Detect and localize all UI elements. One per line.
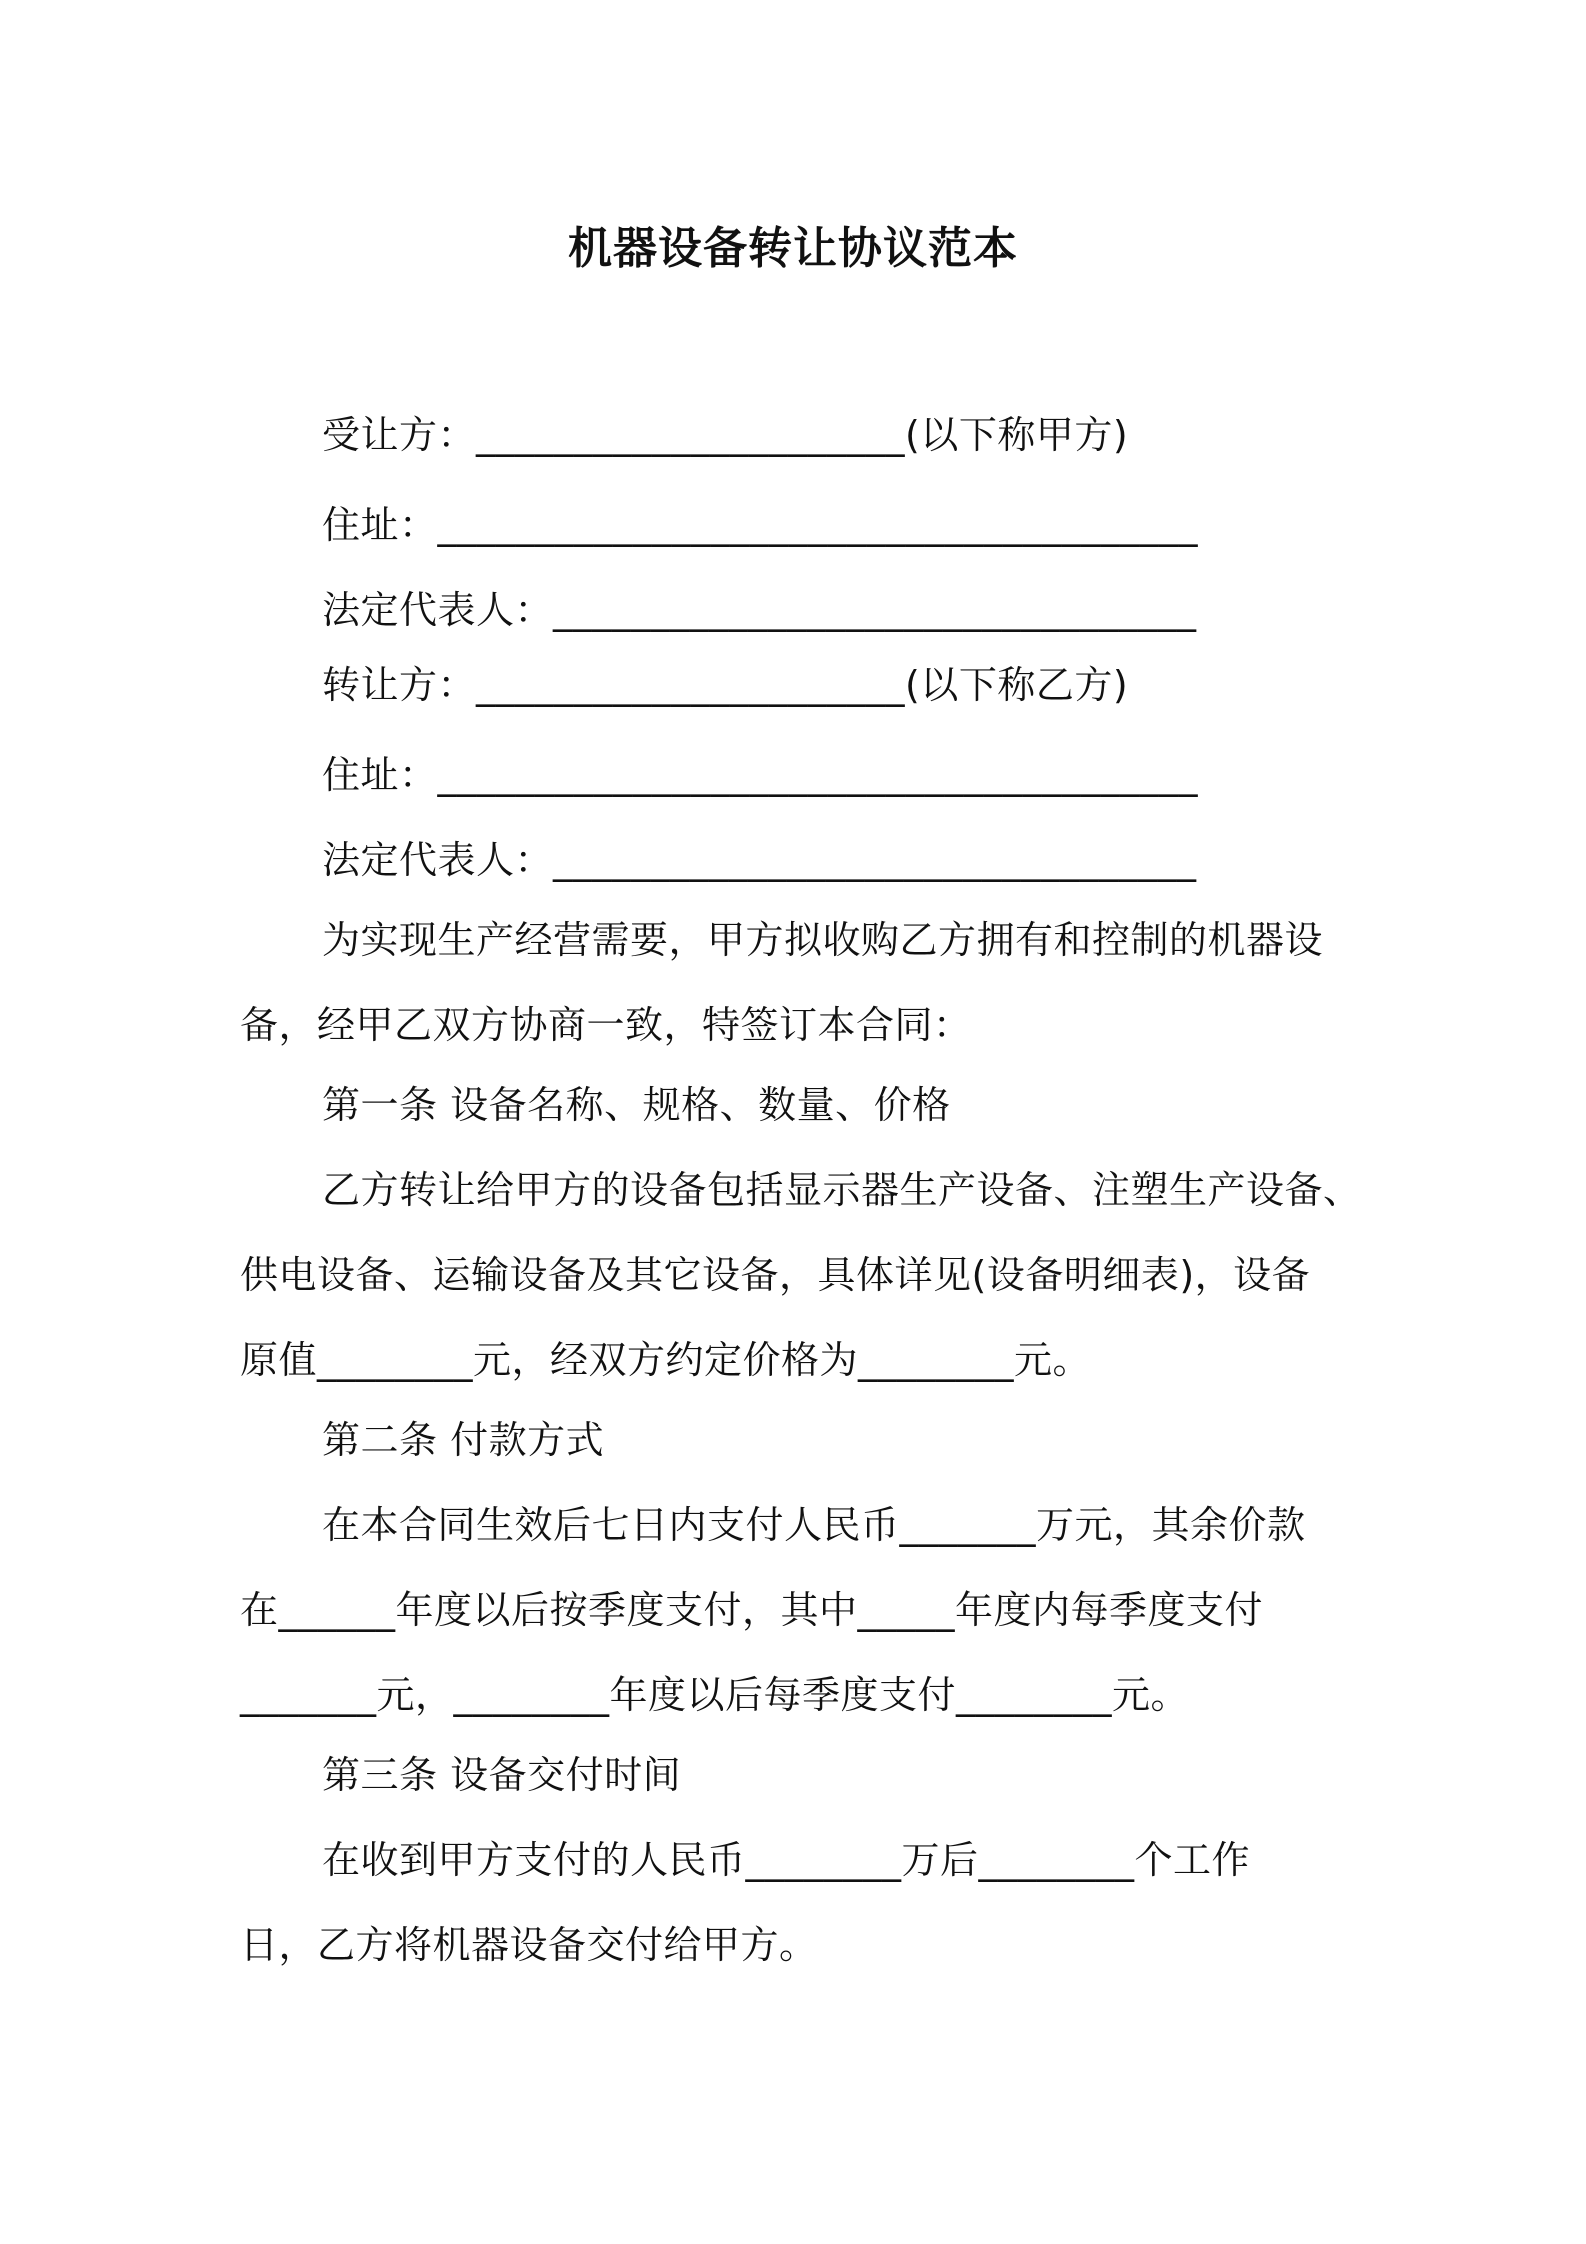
article-3-line-2: 日，乙方将机器设备交付给甲方。	[240, 1923, 818, 1967]
article-2-line-3: _______元，________年度以后每季度支付________元。	[240, 1673, 1190, 1717]
preamble-line-1: 为实现生产经营需要，甲方拟收购乙方拥有和控制的机器设	[322, 918, 1324, 962]
article-3-line-1: 在收到甲方支付的人民币________万后________个工作	[322, 1838, 1251, 1882]
transferor-line: 转让方：______________________(以下称乙方)	[322, 663, 1129, 707]
article-1-line-2: 供电设备、运输设备及其它设备，具体详见(设备明细表)，设备	[240, 1253, 1311, 1297]
article-2-line-2: 在______年度以后按季度支付，其中_____年度内每季度支付	[240, 1588, 1264, 1632]
document-title: 机器设备转让协议范本	[568, 223, 1018, 274]
transferee-address-line: 住址：_______________________________________	[322, 503, 1199, 547]
article-1-heading: 第一条 设备名称、规格、数量、价格	[322, 1083, 951, 1127]
preamble-line-2: 备，经甲乙双方协商一致，特签订本合同：	[240, 1003, 972, 1047]
transferor-address-line: 住址：_______________________________________	[322, 753, 1199, 797]
article-3-heading: 第三条 设备交付时间	[322, 1753, 682, 1797]
transferee-line: 受让方：______________________(以下称甲方)	[322, 413, 1129, 457]
article-1-line-1: 乙方转让给甲方的设备包括显示器生产设备、注塑生产设备、	[322, 1168, 1362, 1212]
transferee-legal-rep-line: 法定代表人：_________________________________	[322, 588, 1197, 632]
article-2-heading: 第二条 付款方式	[322, 1418, 605, 1462]
article-1-line-3: 原值________元，经双方约定价格为________元。	[240, 1338, 1092, 1382]
article-2-line-1: 在本合同生效后七日内支付人民币_______万元，其余价款	[322, 1503, 1306, 1547]
transferor-legal-rep-line: 法定代表人：_________________________________	[322, 838, 1197, 882]
